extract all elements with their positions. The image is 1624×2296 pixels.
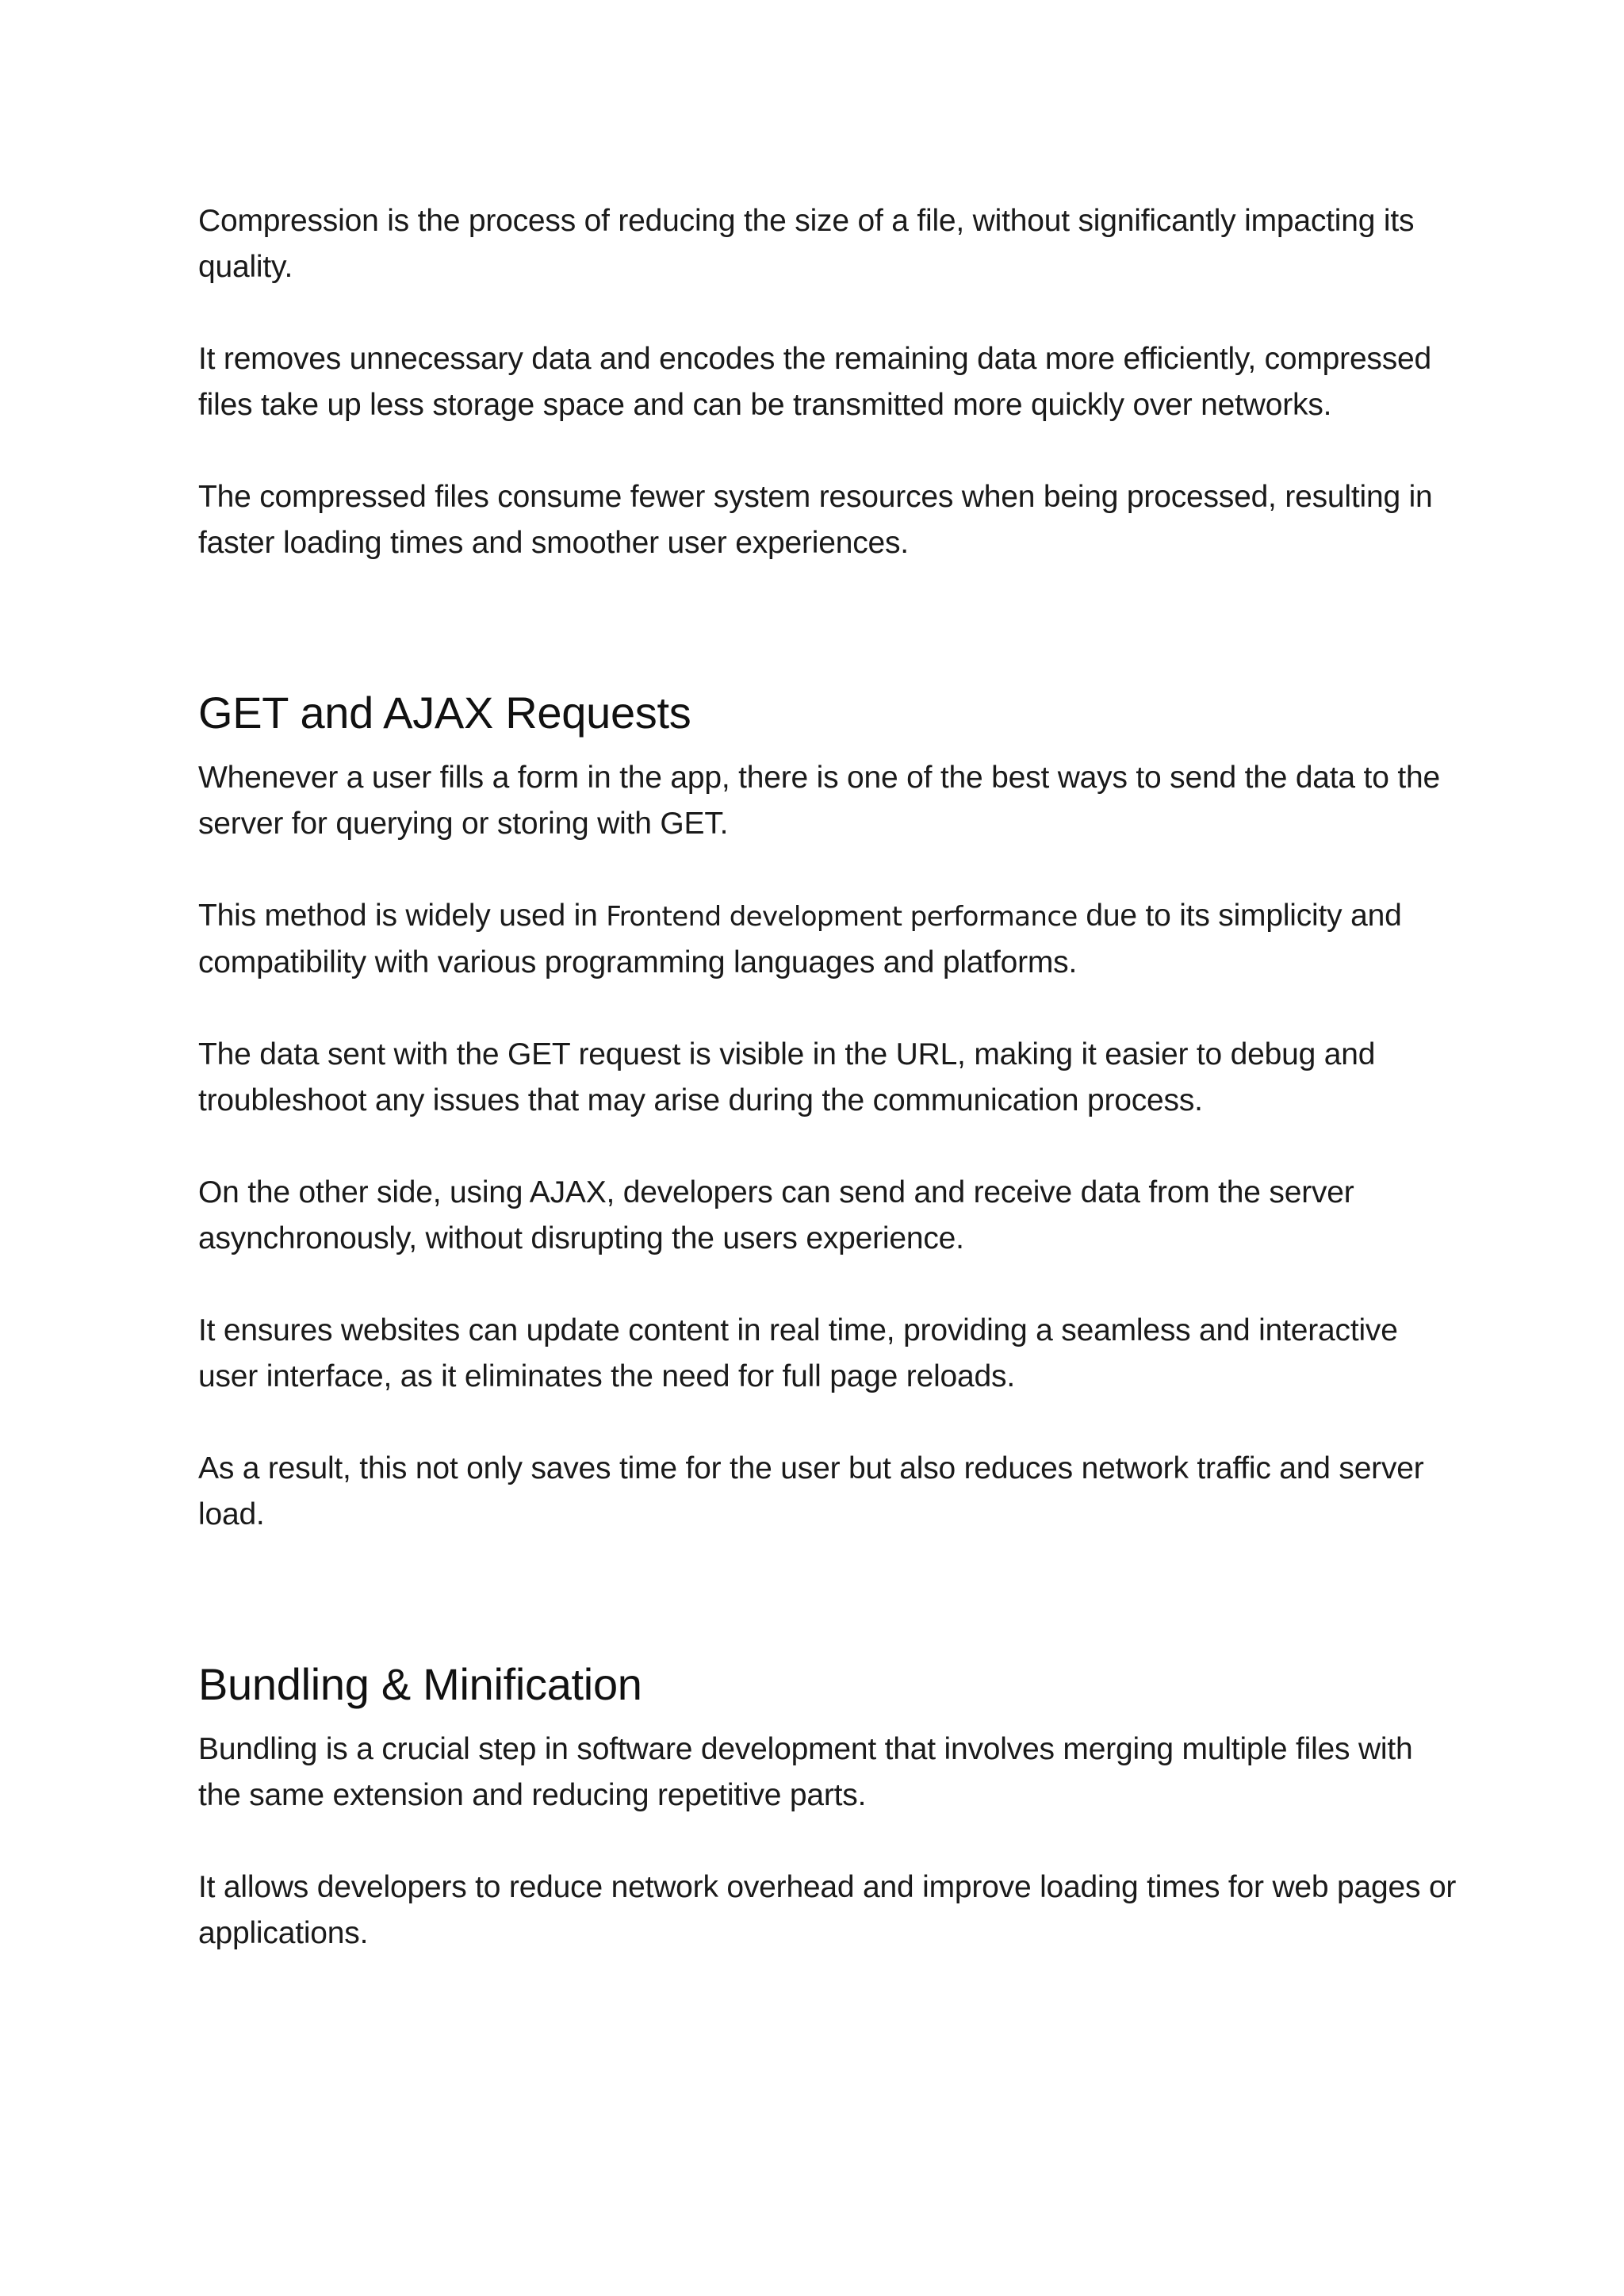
paragraph: It removes unnecessary data and encodes the remaining data more efficiently, compressed files take up less storage space and can be transmitted more quickly over networks. [198,342,1432,422]
paragraph-text: This method is widely used in [198,899,607,933]
section-heading: GET and AJAX Requests [198,688,691,738]
paragraph: Whenever a user fills a form in the app, there is one of the best ways to send the data to the server for querying or storing with GET. [198,761,1440,841]
paragraph: The compressed files consume fewer system resources when being processed, resulting in faster loading times and smoother user experiences. [198,480,1433,560]
paragraph: Bundling is a crucial step in software development that involves merging multiple files with the same extension and reducing repetitive parts. [198,1732,1413,1812]
paragraph: It allows developers to reduce network overhead and improve loading times for web pages or applications. [198,1870,1457,1950]
bundling-section [198,1657,1459,1957]
paragraph: The data sent with the GET request is visible in the URL, making it easier to debug and troubleshoot any issues that may arise during the communication process. [198,1037,1376,1117]
paragraph: It ensures websites can update content in real time, providing a seamless and interactive user interface, as it eliminates the need for full page reloads. [198,1313,1398,1393]
paragraph-text: due to its simplicity and compatibility with various programming languages and platforms. [198,899,1402,979]
section-heading: Bundling & Minification [198,1659,642,1709]
get-ajax-section [198,685,1459,1538]
document-body [198,198,1459,2003]
paragraph [198,893,1459,986]
compression-section [198,198,1459,566]
paragraph-highlight-text: Frontend development performance [606,901,1078,933]
paragraph: On the other side, using AJAX, developers can send and receive data from the server asynchronously, without disrupting the users experience. [198,1175,1354,1255]
paragraph: Compression is the process of reducing the size of a file, without significantly impacting its quality. [198,204,1415,284]
paragraph: As a result, this not only saves time for the user but also reduces network traffic and server load. [198,1451,1424,1531]
